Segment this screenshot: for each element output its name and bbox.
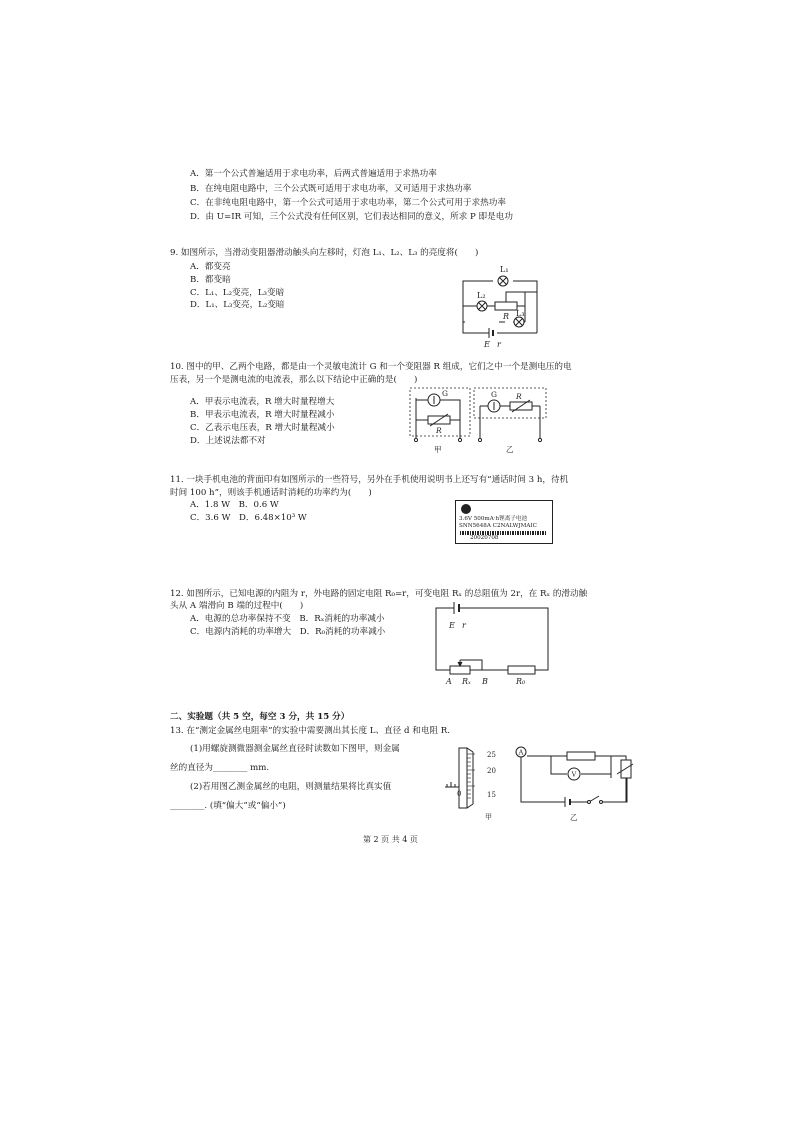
q10-option-a: A．甲表示电流表，R 增大时量程增大 bbox=[190, 397, 335, 407]
battery-label-line2: SNN5648A C2NALWJMAIC bbox=[459, 523, 537, 529]
q11-options-cd: C．3.6 W D．6.48×10³ W bbox=[190, 513, 307, 523]
q11-options-ab: A．1.8 W B．0.6 W bbox=[190, 500, 279, 510]
battery-brand-logo bbox=[461, 504, 471, 514]
q10-stem-line2: 压表，另一个是测电流的电流表，那么以下结论中正确的是( ) bbox=[170, 375, 418, 385]
battery-icon bbox=[454, 602, 459, 614]
scale-20: 20 bbox=[487, 767, 496, 775]
scale-25: 25 bbox=[487, 751, 496, 759]
battery-icon bbox=[489, 328, 493, 338]
micrometer-diagram bbox=[445, 744, 511, 822]
q12-stem-line1: 12. 如图所示，已知电源的内阻为 r，外电路的固定电阻 R₀=r，可变电阻 Rₓ 的总阻值为 2r，在 Rₓ 的滑动触 bbox=[170, 589, 588, 599]
label-e: E bbox=[449, 621, 455, 630]
label-voltmeter: V bbox=[571, 770, 577, 779]
label-jia: 甲 bbox=[485, 813, 492, 821]
label-r0: R₀ bbox=[516, 677, 526, 686]
label-internal-r: r bbox=[462, 621, 466, 630]
lamp-l2-icon bbox=[477, 301, 487, 311]
q12-stem-line2: 头从 A 端滑向 B 端的过程中( ) bbox=[170, 601, 304, 611]
q9-circuit-diagram bbox=[455, 262, 555, 350]
label-g-jia: G bbox=[442, 389, 448, 398]
battery-label-line3: 20020708 bbox=[470, 535, 499, 541]
label-r-jia: R bbox=[436, 426, 442, 435]
q10-option-d: D．上述说法都不对 bbox=[190, 436, 266, 446]
label-l2: L₂ bbox=[477, 291, 486, 300]
q13-part1-line2: 丝的直径为________ mm. bbox=[170, 763, 270, 773]
label-b: B bbox=[482, 677, 488, 686]
q10-circuit-diagrams bbox=[408, 386, 550, 456]
switch-icon bbox=[588, 801, 603, 804]
q10-option-b: B．甲表示电流表，R 增大时量程减小 bbox=[190, 410, 335, 420]
galvanometer-yi-icon bbox=[488, 400, 500, 412]
lamp-l1-icon bbox=[498, 276, 508, 286]
label-ammeter: A bbox=[518, 748, 524, 757]
q8-option-a: A．第一个公式普遍适用于求电功率，后两式普遍适用于求热功率 bbox=[190, 169, 437, 179]
label-internal-r: r bbox=[497, 340, 501, 349]
q9-option-a: A．都变亮 bbox=[190, 262, 231, 272]
section-2-heading: 二、实验题（共 5 空，每空 3 分，共 15 分） bbox=[170, 712, 350, 722]
label-e: E bbox=[484, 340, 490, 349]
label-yi: 乙 bbox=[506, 445, 514, 454]
q9-option-b: B．都变暗 bbox=[190, 275, 231, 285]
battery-label-line1: 3.6V 500mA·h锂离子电池 bbox=[459, 516, 528, 522]
galvanometer-jia-icon bbox=[428, 394, 440, 406]
page-footer: 第 2 页 共 4 页 bbox=[363, 835, 418, 844]
battery-icon bbox=[565, 797, 570, 807]
q11-stem-line2: 时间 100 h”，则该手机通话时消耗的功率约为( ) bbox=[170, 488, 372, 498]
label-g-yi: G bbox=[491, 390, 497, 399]
label-r: R bbox=[503, 312, 510, 321]
q11-stem-line1: 11. 一块手机电池的背面印有如图所示的一些符号，另外在手机使用说明书上还写有“通话时间 3 h，待机 bbox=[170, 475, 569, 485]
scale-0: 0 bbox=[457, 790, 462, 798]
q8-option-d: D．由 U=IR 可知，三个公式没有任何区别，它们表达相同的意义，所求 P 即是电功 bbox=[190, 212, 513, 222]
q8-option-b: B．在纯电阻电路中，三个公式既可适用于求电功率，又可适用于求热功率 bbox=[190, 184, 472, 194]
q9-option-c: C．L₁、L₂变亮，L₃变暗 bbox=[190, 288, 285, 298]
q13-circuit-yi bbox=[515, 742, 635, 824]
q13-part1-line1: (1)用螺旋测微器测金属丝直径时读数如下图甲，则金属 bbox=[190, 744, 400, 754]
q12-circuit-diagram bbox=[430, 598, 552, 688]
q9-stem: 9. 如图所示，当滑动变阻器滑动触头向左移时，灯泡 L₁、L₂、L₃ 的亮度将( ) bbox=[170, 248, 479, 258]
label-a: A bbox=[446, 677, 452, 686]
q10-stem-line1: 10. 图中的甲、乙两个电路，都是由一个灵敏电流计 G 和一个变阻器 R 组成，它们之中一个是测电压的电 bbox=[170, 362, 572, 372]
q12-options-cd: C．电源内消耗的功率增大 D．R₀消耗的功率减小 bbox=[190, 627, 386, 637]
label-l1: L₁ bbox=[500, 265, 509, 274]
label-rx: Rₓ bbox=[462, 677, 471, 686]
q8-option-c: C．在非纯电阻电路中，第一个公式可适用于求电功率，第二个公式可用于求热功率 bbox=[190, 198, 506, 208]
q13-stem: 13. 在“测定金属丝电阻率”的实验中需要测出其长度 L、直径 d 和电阻 R. bbox=[170, 726, 450, 736]
battery-label-box bbox=[455, 500, 553, 544]
q12-options-ab: A．电源的总功率保持不变 B．Rₓ消耗的功率减小 bbox=[190, 614, 385, 624]
label-yi: 乙 bbox=[570, 813, 578, 822]
q13-part2-line1: (2)若用图乙测金属丝的电阻，则测量结果将比真实值 bbox=[190, 782, 392, 792]
label-r-yi: R bbox=[516, 392, 522, 401]
q10-option-c: C．乙表示电压表，R 增大时量程减小 bbox=[190, 423, 335, 433]
q13-part2-line2: ________. (填“偏大”或“偏小”) bbox=[170, 801, 286, 811]
lamp-l3-icon bbox=[514, 317, 524, 327]
scale-15: 15 bbox=[487, 791, 496, 799]
label-l3: L₃ bbox=[516, 309, 525, 318]
q9-option-d: D．L₁、L₃变亮，L₂变暗 bbox=[190, 300, 285, 310]
label-jia: 甲 bbox=[434, 445, 442, 454]
